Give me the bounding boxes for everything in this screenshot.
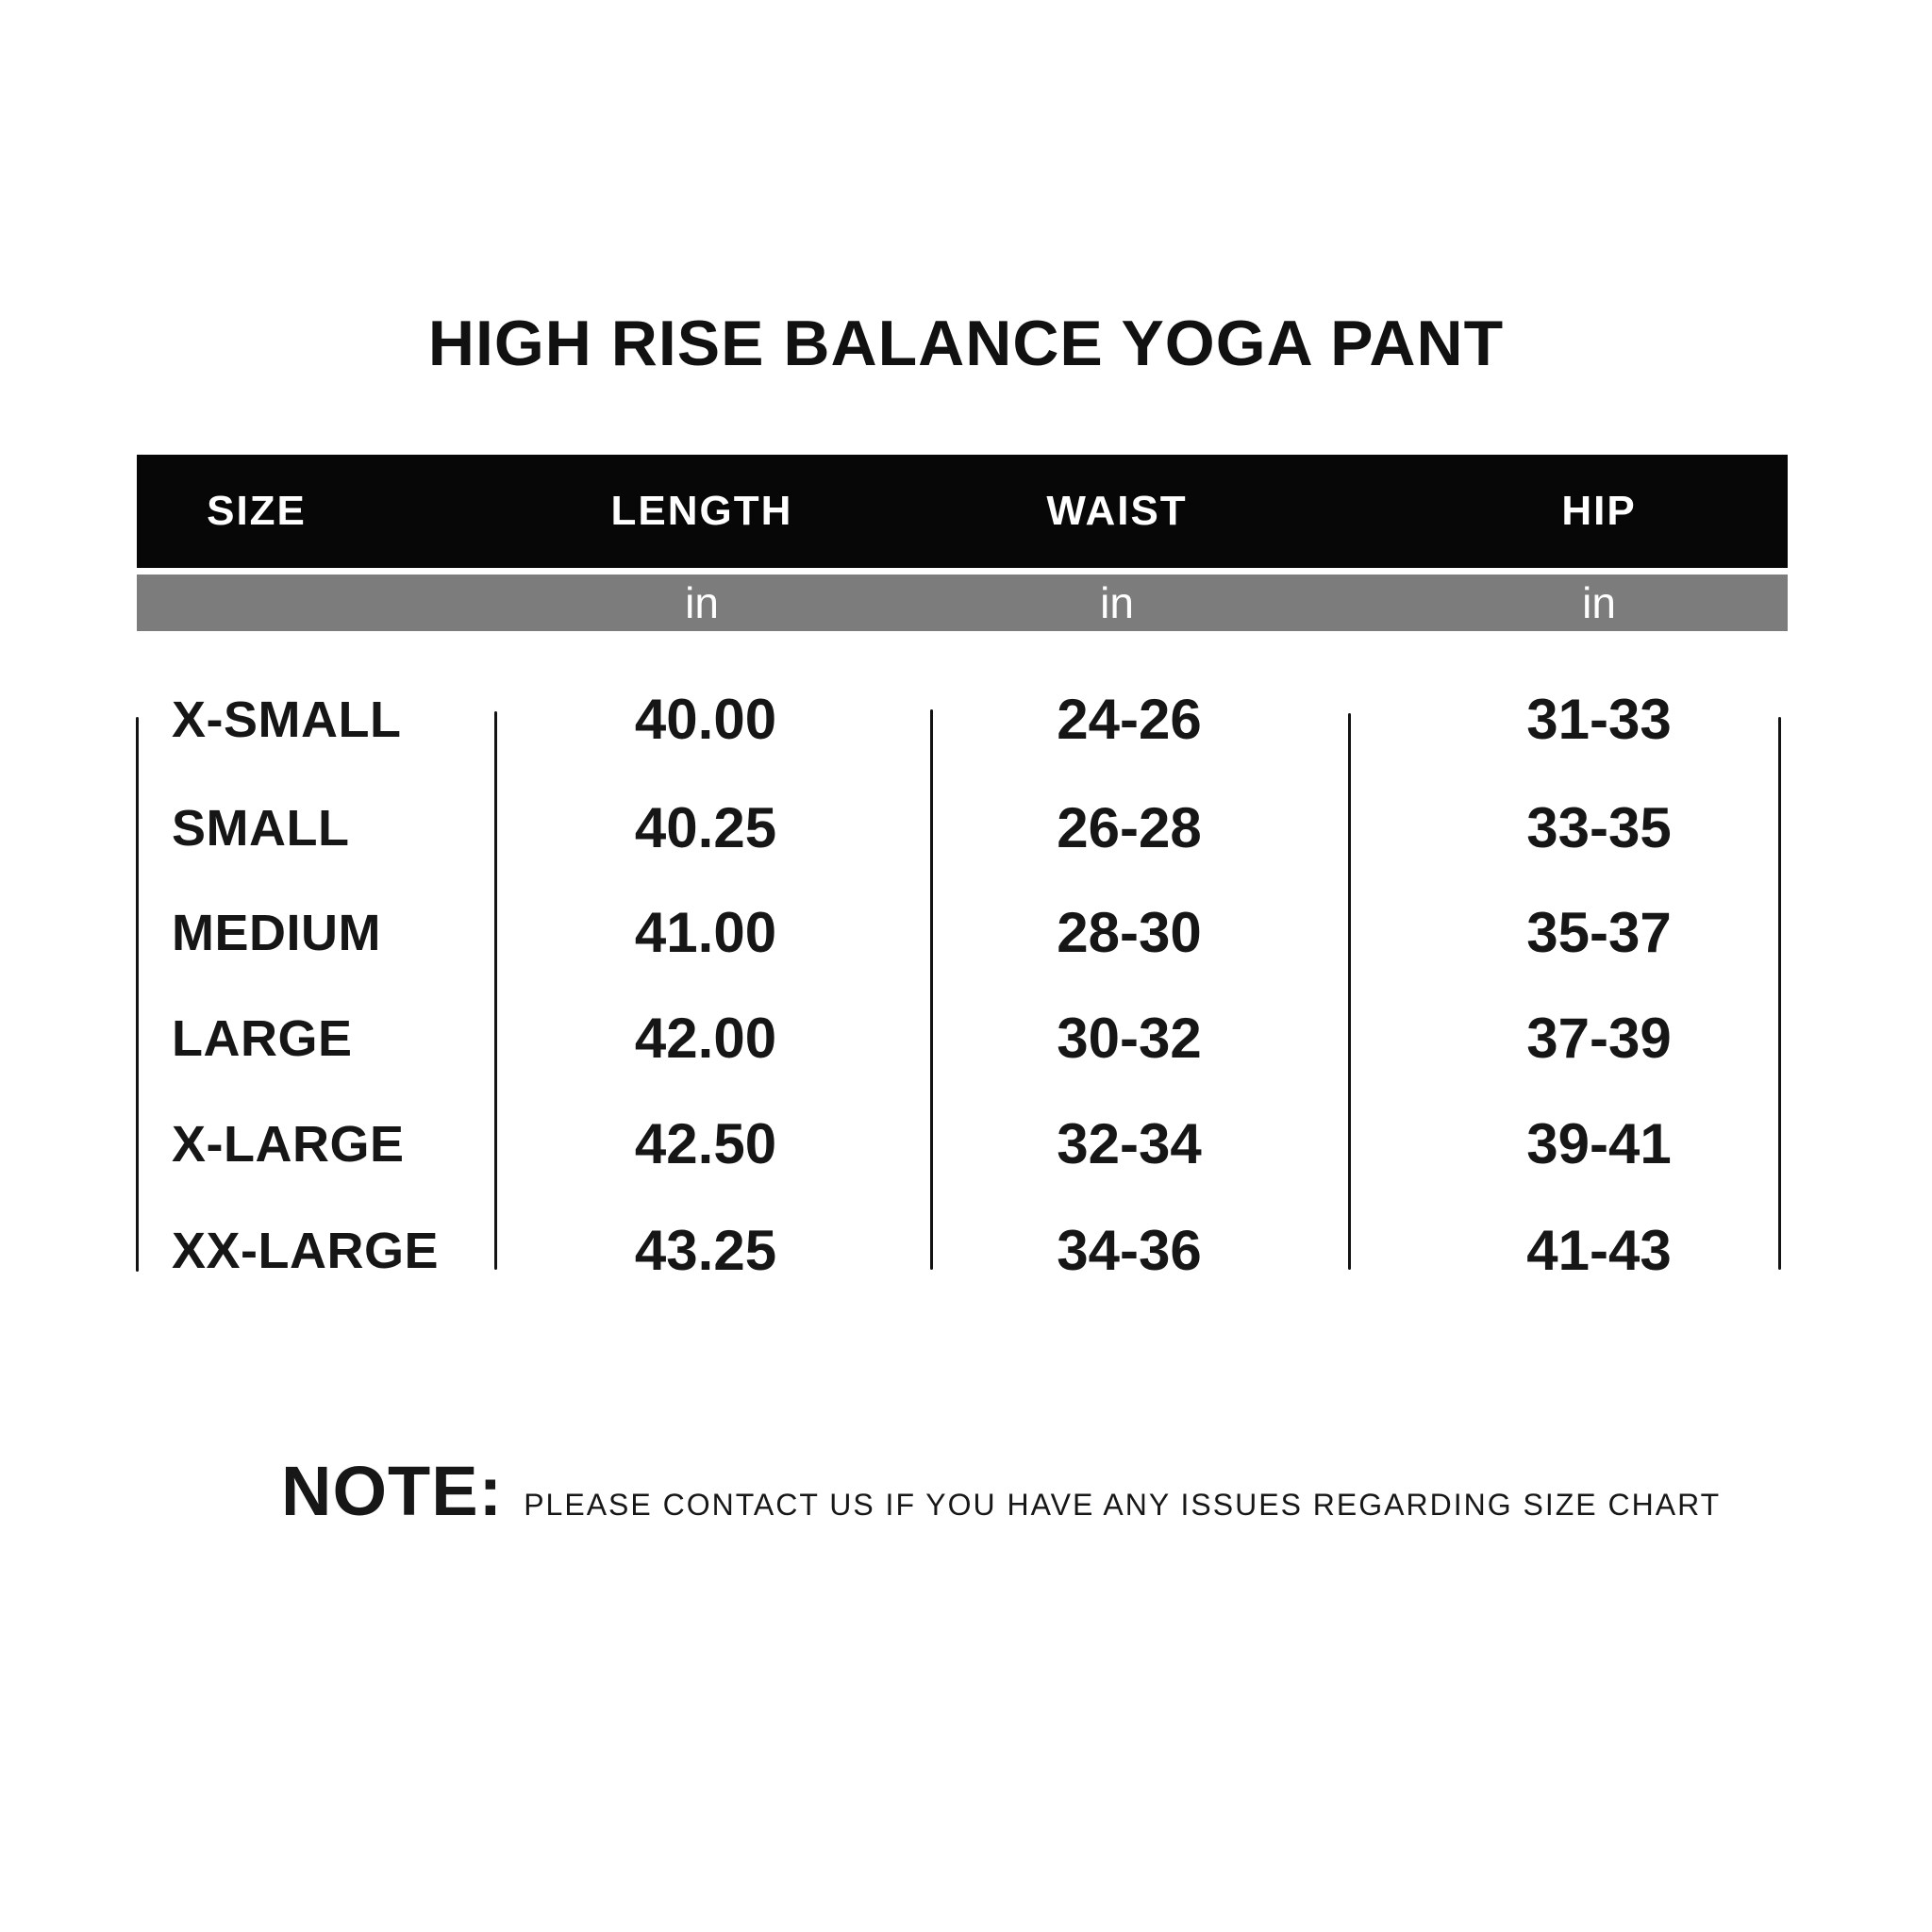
table-row: [0, 1005, 1932, 1073]
waist-cell: 26-28: [1057, 796, 1202, 859]
length-cell: 42.00: [634, 1007, 777, 1070]
table-row: [0, 1110, 1932, 1178]
note-text: PLEASE CONTACT US IF YOU HAVE ANY ISSUES REGARDING SIZE CHART: [524, 1488, 1722, 1522]
table-row: [0, 794, 1932, 862]
length-cell: 40.25: [634, 796, 777, 859]
column-header-hip: HIP: [1561, 488, 1637, 534]
hip-cell: 35-37: [1526, 901, 1672, 964]
table-units-row: [137, 575, 1788, 631]
size-cell: MEDIUM: [172, 905, 381, 961]
table-row: [0, 899, 1932, 967]
size-cell: XX-LARGE: [172, 1223, 440, 1279]
size-cell: X-LARGE: [172, 1116, 405, 1173]
table-row: [0, 1217, 1932, 1285]
hip-cell: 31-33: [1526, 688, 1672, 751]
unit-waist: in: [1100, 578, 1134, 627]
page-title: HIGH RISE BALANCE YOGA PANT: [427, 308, 1505, 379]
waist-cell: 32-34: [1057, 1112, 1202, 1175]
waist-cell: 24-26: [1057, 688, 1202, 751]
column-header-waist: WAIST: [1046, 488, 1188, 534]
unit-length: in: [685, 578, 719, 627]
hip-cell: 41-43: [1526, 1219, 1672, 1282]
length-cell: 43.25: [634, 1219, 777, 1282]
table-header-row: [137, 455, 1788, 568]
size-cell: X-SMALL: [172, 691, 402, 748]
note-label: NOTE:: [281, 1452, 504, 1530]
length-cell: 40.00: [634, 688, 777, 751]
size-cell: SMALL: [172, 800, 350, 857]
length-cell: 41.00: [634, 901, 777, 964]
size-cell: LARGE: [172, 1010, 353, 1067]
unit-hip: in: [1582, 578, 1616, 627]
hip-cell: 37-39: [1526, 1007, 1672, 1070]
length-cell: 42.50: [634, 1112, 777, 1175]
column-header-length: LENGTH: [610, 488, 793, 534]
waist-cell: 34-36: [1057, 1219, 1202, 1282]
hip-cell: 33-35: [1526, 796, 1672, 859]
column-header-size: SIZE: [207, 488, 307, 534]
waist-cell: 30-32: [1057, 1007, 1202, 1070]
waist-cell: 28-30: [1057, 901, 1202, 964]
hip-cell: 39-41: [1526, 1112, 1672, 1175]
table-row: [0, 686, 1932, 754]
note: [281, 1451, 1721, 1531]
